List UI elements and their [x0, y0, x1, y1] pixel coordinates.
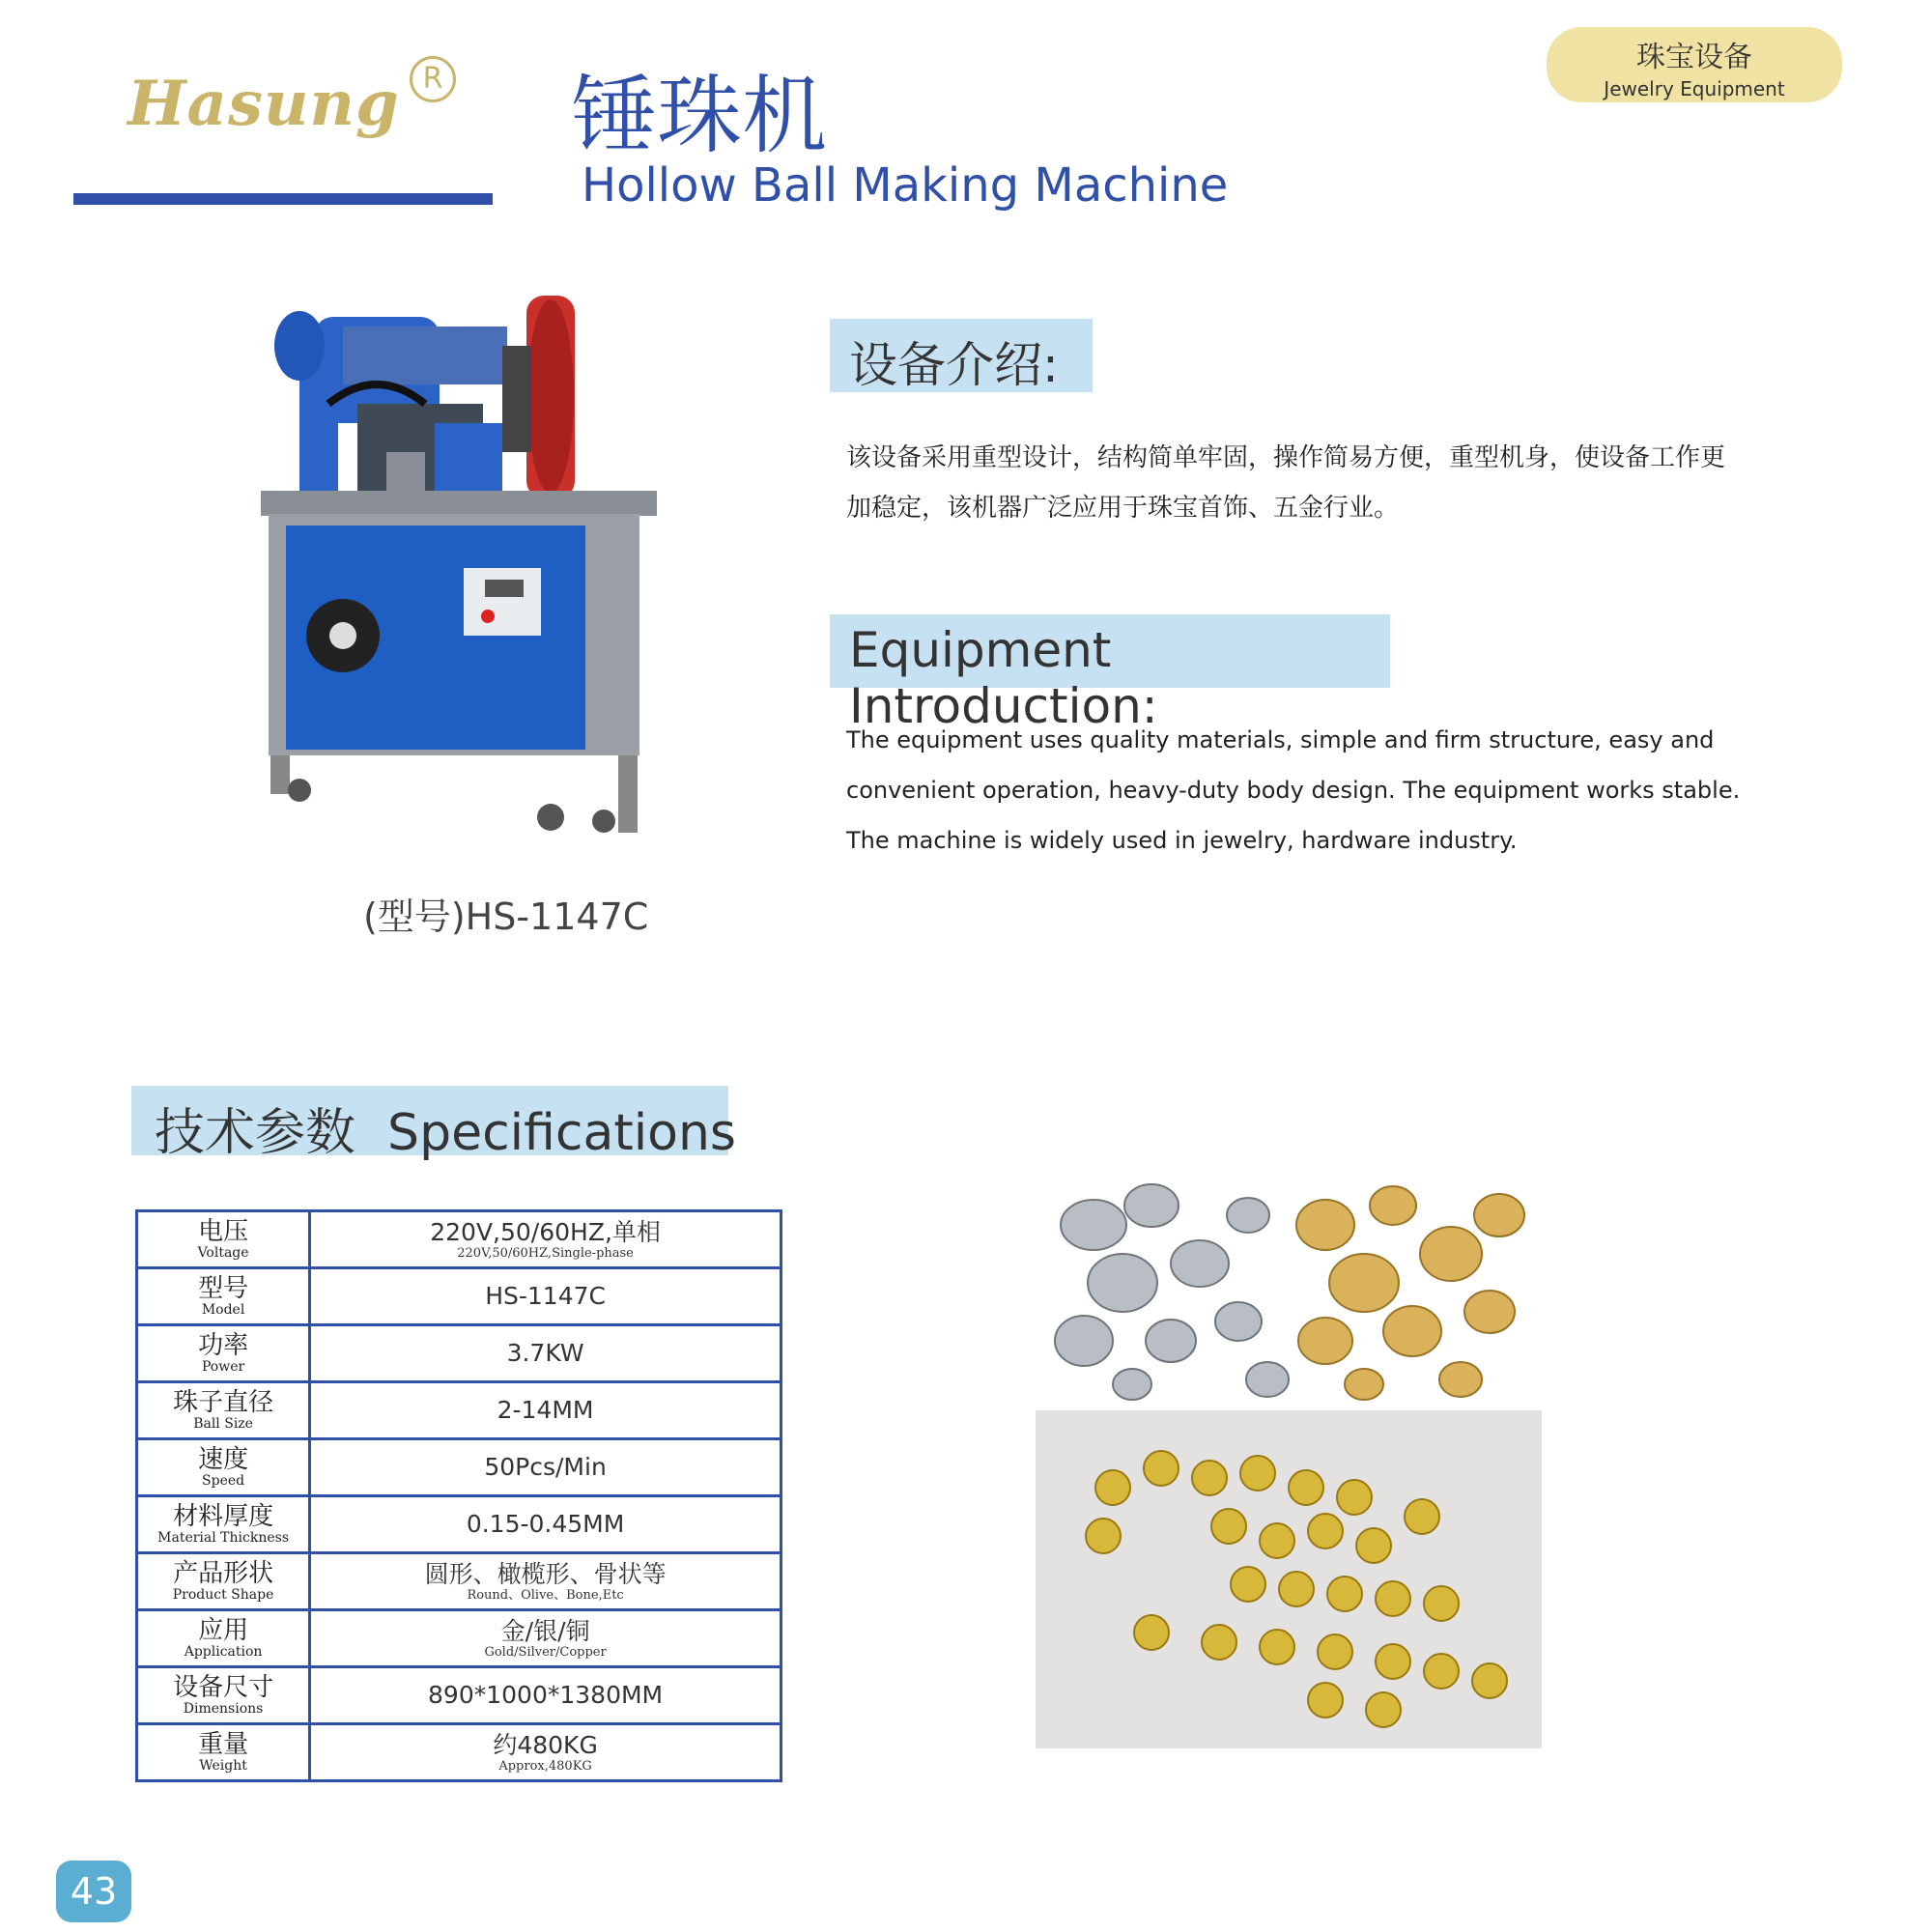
registered-mark-icon: R: [410, 56, 456, 102]
spec-value-main: 220V,50/60HZ,单相: [430, 1218, 661, 1246]
spec-key-en: Dimensions: [183, 1701, 264, 1717]
spec-value-main: 约480KG: [493, 1731, 598, 1759]
spec-value-main: 3.7KW: [506, 1339, 584, 1367]
spec-key-en: Voltage: [197, 1245, 249, 1261]
spec-key: [137, 1553, 310, 1610]
spec-key-en: Material Thickness: [157, 1530, 290, 1546]
table-row: [137, 1268, 781, 1325]
spec-value-sub: 220V,50/60HZ,Single-phase: [457, 1246, 634, 1261]
spec-key-en: Speed: [202, 1473, 245, 1489]
spec-key-cn: 材料厚度: [173, 1502, 274, 1531]
spec-value: [310, 1667, 781, 1724]
spec-key-en: Product Shape: [172, 1587, 274, 1603]
spec-value-sub: Gold/Silver/Copper: [484, 1645, 607, 1660]
spec-key: [137, 1439, 310, 1496]
spec-value: [310, 1211, 781, 1268]
spec-key: [137, 1268, 310, 1325]
page-title-cn: 锤珠机: [572, 66, 828, 165]
beads-photo-gold: [1036, 1410, 1542, 1748]
spec-key-en: Power: [201, 1359, 245, 1375]
table-row: [137, 1496, 781, 1553]
table-row: [137, 1211, 781, 1268]
model-caption: (型号)HS-1147C: [363, 895, 649, 938]
spec-key-cn: 设备尺寸: [173, 1673, 274, 1702]
spec-key-cn: 电压: [198, 1217, 249, 1246]
spec-value-main: 0.15-0.45MM: [466, 1510, 625, 1538]
spec-key: [137, 1382, 310, 1439]
table-row: [137, 1382, 781, 1439]
spec-value-main: 2-14MM: [497, 1396, 594, 1424]
intro-heading-en: [830, 614, 1390, 734]
spec-key-en: Model: [201, 1302, 245, 1318]
spec-key: [137, 1496, 310, 1553]
spec-key-en: Application: [184, 1644, 263, 1660]
specs-heading-text: 技术参数 Specifications: [155, 1104, 737, 1162]
specs-table: [135, 1209, 782, 1782]
spec-value-main: 890*1000*1380MM: [428, 1681, 664, 1709]
spec-value: [310, 1325, 781, 1382]
table-row: [137, 1439, 781, 1496]
spec-value-sub: Approx,480KG: [498, 1759, 592, 1774]
spec-key-cn: 产品形状: [173, 1559, 274, 1588]
intro-heading-cn-text: 设备介绍:: [849, 337, 1059, 393]
page-title-en: Hollow Ball Making Machine: [582, 158, 1229, 213]
category-badge-en: Jewelry Equipment: [1604, 77, 1785, 100]
page-number: 43: [56, 1861, 131, 1922]
intro-text-en: The equipment uses quality materials, simple and firm structure, easy and convenient operation, heavy-duty body design. The equipment works stable. The machine is widely used in jewelry, hardware industry.: [846, 726, 1741, 854]
spec-key-cn: 速度: [198, 1445, 249, 1474]
spec-value: [310, 1439, 781, 1496]
spec-key: [137, 1667, 310, 1724]
table-row: [137, 1325, 781, 1382]
beads-photo-silver-gold: [1036, 1157, 1553, 1410]
spec-value: [310, 1553, 781, 1610]
table-row: [137, 1667, 781, 1724]
spec-key: [137, 1724, 310, 1781]
spec-key-cn: 型号: [198, 1274, 249, 1303]
spec-key-en: Ball Size: [193, 1416, 253, 1432]
spec-value-sub: Round、Olive、Bone,Etc: [467, 1588, 624, 1603]
intro-text-cn: 该设备采用重型设计，结构简单牢固，操作简易方便，重型机身，使设备工作更加稳定，该机器广泛应用于珠宝首饰、五金行业。: [846, 443, 1726, 523]
spec-value: [310, 1382, 781, 1439]
spec-value: [310, 1496, 781, 1553]
spec-value-main: HS-1147C: [485, 1282, 606, 1310]
header-rule: [73, 193, 493, 205]
brand-logo: Hasung: [128, 68, 400, 140]
spec-key: [137, 1610, 310, 1667]
spec-value-main: 金/银/铜: [500, 1617, 590, 1645]
spec-key-cn: 珠子直径: [173, 1388, 274, 1417]
category-badge-cn: 珠宝设备: [1636, 41, 1752, 74]
spec-value: [310, 1724, 781, 1781]
spec-key-cn: 功率: [198, 1331, 249, 1360]
spec-key: [137, 1325, 310, 1382]
table-row: [137, 1553, 781, 1610]
category-badge: [1547, 27, 1842, 102]
intro-heading-en-text: Equipment Introduction:: [849, 622, 1158, 734]
spec-value-main: 50Pcs/Min: [484, 1453, 607, 1481]
spec-key-cn: 应用: [198, 1616, 249, 1645]
spec-key-en: Weight: [199, 1758, 247, 1774]
spec-key-cn: 重量: [198, 1730, 249, 1759]
spec-value-main: 圆形、橄榄形、骨状等: [424, 1560, 667, 1588]
spec-key: [137, 1211, 310, 1268]
table-row: [137, 1724, 781, 1781]
machine-photo: [261, 288, 667, 838]
table-row: [137, 1610, 781, 1667]
specs-heading: [131, 1086, 737, 1162]
spec-value: [310, 1610, 781, 1667]
intro-heading-cn: [830, 319, 1093, 392]
spec-value: [310, 1268, 781, 1325]
